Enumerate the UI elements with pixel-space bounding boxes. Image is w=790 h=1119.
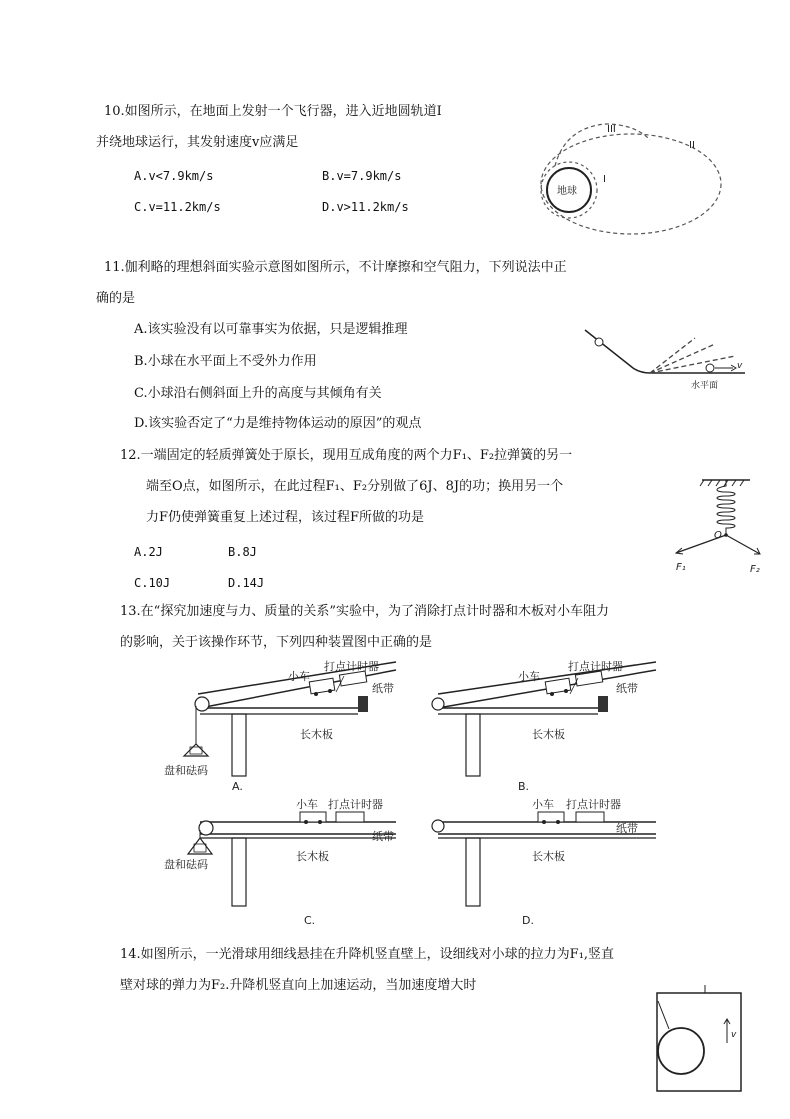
q14-stem-line1: 14.如图所示，一光滑球用细线悬挂在升降机竖直壁上，设细线对小球的拉力为F₁,竖直 — [120, 947, 615, 962]
q10-stem-line1: 10.如图所示，在地面上发射一个飞行器，进入近地圆轨道Ⅰ — [104, 104, 442, 119]
q13-stem-line1: 13.在“探究加速度与力、质量的关系”实验中，为了消除打点计时器和木板对小车阻力 — [120, 604, 609, 619]
q13-stem-line2: 的影响，关于该操作环节，下列四种装置图中正确的是 — [120, 635, 433, 650]
q14-elevator-figure — [655, 985, 755, 1095]
f2-label: F₂ — [750, 564, 760, 575]
board-label-b: 长木板 — [532, 728, 565, 741]
timer-label-c: 打点计时器 — [328, 798, 383, 811]
q13-diagram-d — [420, 798, 660, 928]
velocity-label: v — [731, 1030, 737, 1040]
q10-stem-line2: 并绕地球运行，其发射速度v应满足 — [96, 135, 299, 150]
q10-option-a[interactable]: A.v<7.9km/s — [134, 169, 214, 183]
tape-label-d: 纸带 — [616, 822, 638, 835]
weights-label-a: 盘和砝码 — [164, 764, 208, 777]
q10-orbit-figure — [535, 118, 725, 248]
orbit-i-label: I — [603, 174, 606, 185]
q12-option-c[interactable]: C.10J — [134, 576, 171, 590]
q12-option-b[interactable]: B.8J — [228, 545, 257, 559]
cart-label-c: 小车 — [296, 798, 318, 811]
q12-stem-line3: 力F仍使弹簧重复上述过程，该过程F所做的功是 — [146, 510, 425, 525]
orbit-iii-label: III — [607, 124, 616, 135]
ball-shape — [595, 338, 603, 346]
q12-spring-figure — [670, 478, 770, 578]
cart-label-a: 小车 — [288, 670, 310, 683]
q13-diagram-c — [160, 798, 400, 928]
label-c: C. — [304, 914, 316, 927]
ball-shape — [658, 1028, 704, 1074]
board-label-c: 长木板 — [296, 850, 329, 863]
q11-option-c[interactable]: C.小球沿右侧斜面上升的高度与其倾角有关 — [134, 386, 382, 401]
label-b: B. — [518, 780, 530, 793]
tape-label-b: 纸带 — [616, 682, 638, 695]
orbit-ii-label: II — [689, 140, 695, 151]
q10-option-d[interactable]: D.v>11.2km/s — [322, 200, 409, 214]
q12-stem-line1: 12.一端固定的轻质弹簧处于原长，现用互成角度的两个力F₁、F₂拉弹簧的另一 — [120, 448, 573, 463]
label-a: A. — [232, 780, 243, 793]
cart-label-b: 小车 — [518, 670, 540, 683]
timer-label-a: 打点计时器 — [324, 660, 379, 673]
timer-label-d: 打点计时器 — [566, 798, 621, 811]
q14-stem-line2: 壁对球的弹力为F₂.升降机竖直向上加速运动，当加速度增大时 — [120, 978, 477, 993]
q12-stem-line2: 端至O点，如图所示，在此过程F₁、F₂分别做了6J、8J的功；换用另一个 — [146, 479, 564, 494]
f1-label: F₁ — [676, 562, 686, 573]
tape-label-a: 纸带 — [372, 682, 394, 695]
board-label-d: 长木板 — [532, 850, 565, 863]
q11-stem-line1: 11.伽利略的理想斜面实验示意图如图所示，不计摩擦和空气阻力，下列说法中正 — [104, 260, 567, 275]
orbit-iii-path — [555, 124, 650, 166]
q10-option-c[interactable]: C.v=11.2km/s — [134, 200, 221, 214]
label-d: D. — [522, 914, 534, 927]
weights-label-c: 盘和砝码 — [164, 858, 208, 871]
q12-option-a[interactable]: A.2J — [134, 545, 163, 559]
q11-stem-line2: 确的是 — [96, 291, 136, 306]
q11-option-b[interactable]: B.小球在水平面上不受外力作用 — [134, 354, 317, 369]
q13-diagram-a — [160, 658, 400, 798]
velocity-label: v — [737, 361, 743, 371]
timer-label-b: 打点计时器 — [568, 660, 623, 673]
q11-option-a[interactable]: A.该实验没有以可靠事实为依据，只是逻辑推理 — [134, 322, 408, 337]
q13-diagram-b — [420, 658, 660, 798]
board-label-a: 长木板 — [300, 728, 333, 741]
tape-label-c: 纸带 — [372, 830, 394, 843]
q10-option-b[interactable]: B.v=7.9km/s — [322, 169, 402, 183]
q11-option-d[interactable]: D.该实验否定了“力是维持物体运动的原因”的观点 — [134, 416, 422, 431]
earth-label: 地球 — [557, 186, 577, 197]
ground-label: 水平面 — [691, 381, 719, 391]
q11-incline-figure — [585, 328, 760, 398]
point-o-label: O — [714, 530, 722, 541]
q12-option-d[interactable]: D.14J — [228, 576, 265, 590]
cart-label-d: 小车 — [532, 798, 554, 811]
